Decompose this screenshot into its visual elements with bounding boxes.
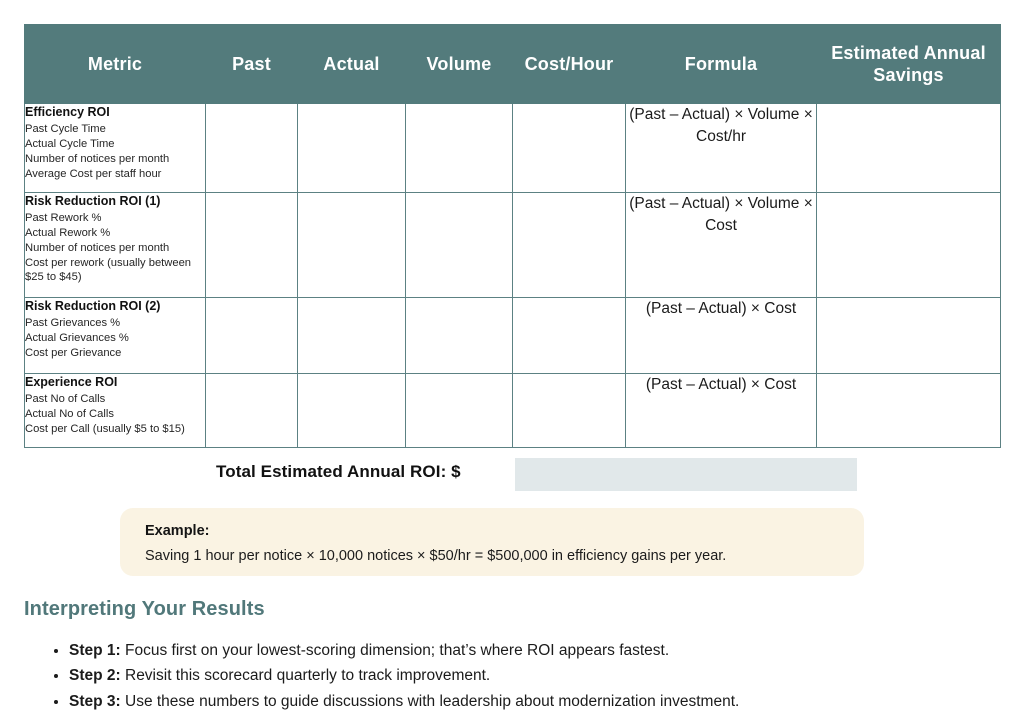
input-cell-past[interactable] (206, 104, 298, 193)
table-header-row (25, 25, 1001, 104)
formula-cell: (Past – Actual) × Volume × Cost/hr (626, 104, 817, 193)
list-item (69, 663, 1024, 688)
metric-subitem: Cost per Grievance (25, 346, 122, 359)
input-cell-cost-hour[interactable] (513, 374, 626, 448)
example-text: Saving 1 hour per notice × 10,000 notices × $50/hr = $500,000 in efficiency gains per year. (145, 547, 727, 564)
table-row (25, 298, 1001, 374)
column-header-volume: Volume (406, 25, 513, 104)
input-cell-estimated-annual-savings[interactable] (817, 374, 1001, 448)
metric-title: Experience ROI (25, 375, 118, 389)
column-header-estimated-annual-savings: Estimated Annual Savings (817, 25, 1001, 104)
input-cell-volume[interactable] (406, 374, 513, 448)
metric-subitem: Number of notices per month (25, 152, 170, 165)
step-text: Focus first on your lowest-scoring dimension; that’s where ROI appears fastest. (120, 642, 670, 659)
list-item (69, 689, 1024, 714)
metric-subitem: Cost per rework (usually between $25 to $45) (25, 256, 192, 284)
input-cell-past[interactable] (206, 193, 298, 298)
formula-cell: (Past – Actual) × Volume × Cost (626, 193, 817, 298)
metric-subitem: Past No of Calls (25, 392, 106, 405)
roi-calculator-table-container (24, 24, 1000, 448)
metric-subitem: Actual No of Calls (25, 407, 114, 420)
input-cell-estimated-annual-savings[interactable] (817, 298, 1001, 374)
input-cell-cost-hour[interactable] (513, 193, 626, 298)
column-header-formula: Formula (626, 25, 817, 104)
metric-cell-experience-roi (25, 374, 206, 448)
input-cell-actual[interactable] (298, 374, 406, 448)
interpreting-results-heading: Interpreting Your Results (24, 598, 265, 620)
step-label: Step 2: (69, 667, 121, 685)
input-cell-past[interactable] (206, 298, 298, 374)
formula-cell: (Past – Actual) × Cost (626, 298, 817, 374)
input-cell-past[interactable] (206, 374, 298, 448)
input-cell-volume[interactable] (406, 104, 513, 193)
metric-title: Efficiency ROI (25, 105, 110, 119)
formula-cell: (Past – Actual) × Cost (626, 374, 817, 448)
table-row (25, 374, 1001, 448)
input-cell-estimated-annual-savings[interactable] (817, 104, 1001, 193)
metric-subitem: Actual Grievances % (25, 331, 129, 344)
total-roi-label: Total Estimated Annual ROI: $ (216, 462, 461, 481)
column-header-metric: Metric (25, 25, 206, 104)
metric-cell-risk-reduction-roi-2 (25, 298, 206, 374)
metric-subitem: Number of notices per month (25, 241, 170, 254)
step-text: Revisit this scorecard quarterly to track improvement. (120, 667, 491, 685)
interpreting-results-list (24, 638, 1024, 714)
input-cell-volume[interactable] (406, 193, 513, 298)
metric-subitem: Past Cycle Time (25, 122, 106, 135)
input-cell-actual[interactable] (298, 104, 406, 193)
table-row (25, 104, 1001, 193)
metric-subitem: Past Rework % (25, 211, 102, 224)
roi-calculator-table (24, 24, 1001, 448)
step-label: Step 3: (69, 692, 121, 710)
input-cell-cost-hour[interactable] (513, 298, 626, 374)
example-callout (120, 508, 864, 576)
column-header-actual: Actual (298, 25, 406, 104)
metric-subitem: Cost per Call (usually $5 to $15) (25, 422, 185, 435)
metric-cell-efficiency-roi (25, 104, 206, 193)
total-roi-row (24, 458, 1000, 492)
column-header-past: Past (206, 25, 298, 104)
total-roi-input[interactable] (515, 458, 857, 491)
input-cell-cost-hour[interactable] (513, 104, 626, 193)
input-cell-estimated-annual-savings[interactable] (817, 193, 1001, 298)
metric-subitem: Actual Cycle Time (25, 137, 115, 150)
metric-subitem: Actual Rework % (25, 226, 111, 239)
example-title: Example: (145, 523, 210, 539)
input-cell-actual[interactable] (298, 193, 406, 298)
metric-cell-risk-reduction-roi-1 (25, 193, 206, 298)
metric-title: Risk Reduction ROI (2) (25, 299, 161, 313)
column-header-cost-hour: Cost/Hour (513, 25, 626, 104)
table-row (25, 193, 1001, 298)
input-cell-volume[interactable] (406, 298, 513, 374)
step-text: Use these numbers to guide discussions with leadership about modernization investment. (120, 692, 740, 710)
metric-title: Risk Reduction ROI (1) (25, 194, 161, 208)
metric-subitem: Past Grievances % (25, 316, 121, 329)
step-label: Step 1: (69, 642, 121, 659)
list-item (69, 638, 1024, 663)
metric-subitem: Average Cost per staff hour (25, 167, 162, 180)
input-cell-actual[interactable] (298, 298, 406, 374)
